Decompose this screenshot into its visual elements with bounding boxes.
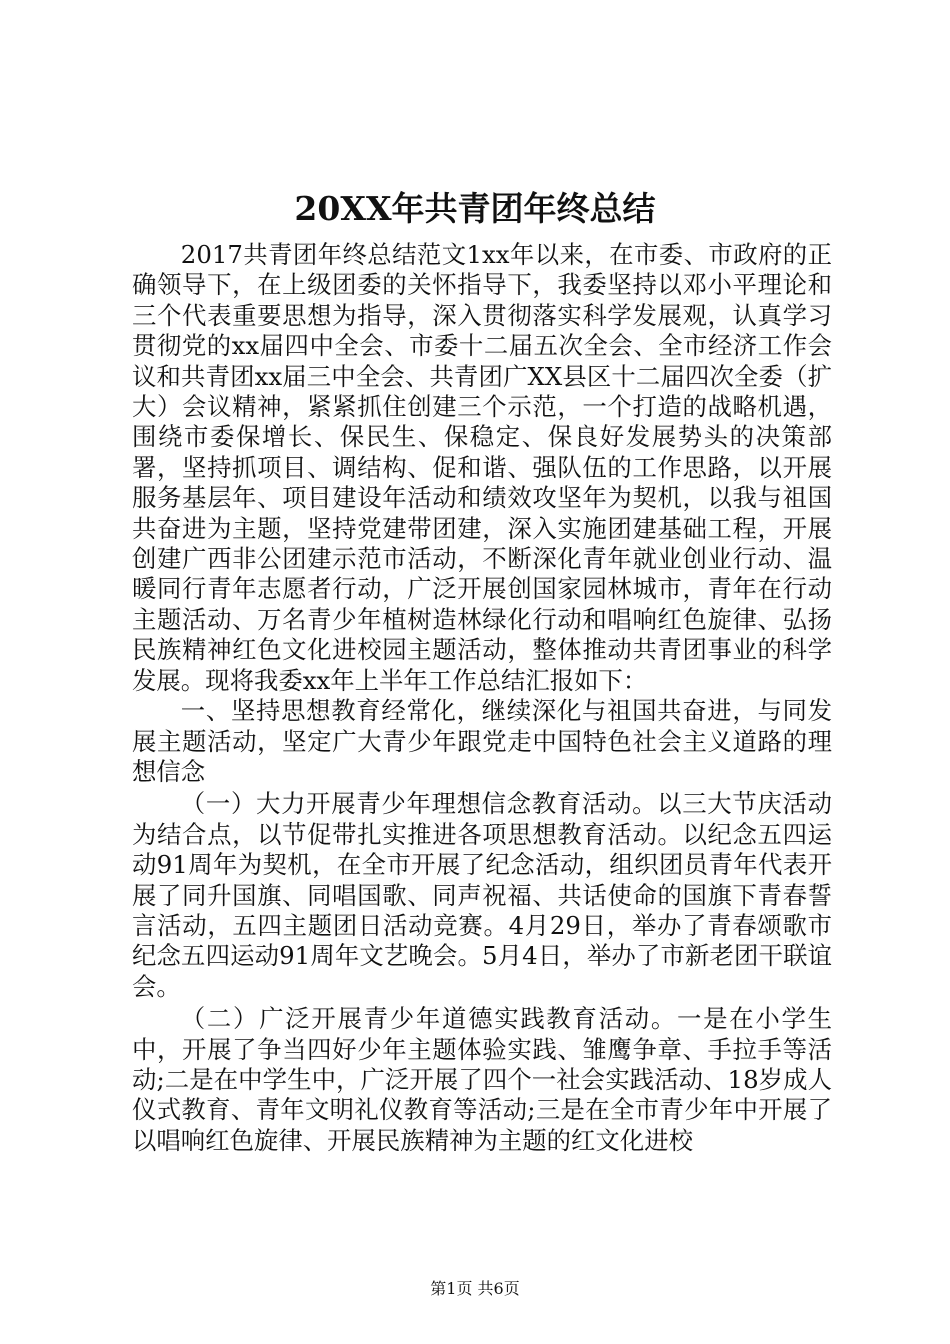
paragraph-subsection-two: （二）广泛开展青少年道德实践教育活动。一是在小学生中，开展了争当四好少年主题体验实践、雏鹰争章、手拉手等活动;二是在中学生中，广泛开展了四个一社会实践活动、18岁成人仪式教育、青年文明礼仪教育等活动;三是在全市青少年中开展了以唱响红色旋律、开展民族精神为主题的红文化进校: [132, 1004, 832, 1155]
paragraph-subsection-one: （一）大力开展青少年理想信念教育活动。以三大节庆活动为结合点，以节促带扎实推进各项思想教育活动。以纪念五四运动91周年为契机，在全市开展了纪念活动，组织团员青年代表开展了同升国旗、同唱国歌、同声祝福、共话使命的国旗下青春誓言活动，五四主题团日活动竞赛。4月29日，举办了青春颂歌市纪念五四运动91周年文艺晚会。5月4日，举办了市新老团干联谊会。: [132, 789, 832, 1001]
document-body: [132, 240, 832, 1156]
paragraph-intro: 2017共青团年终总结范文1xx年以来，在市委、市政府的正确领导下，在上级团委的关怀指导下，我委坚持以邓小平理论和三个代表重要思想为指导，深入贯彻落实科学发展观，认真学习贯彻党的xx届四中全会、市委十二届五次全会、全市经济工作会议和共青团xx届三中全会、共青团广XX县区十二届四次全委（扩大）会议精神，紧紧抓住创建三个示范，一个打造的战略机遇，围绕市委保增长、保民生、保稳定、保良好发展势头的决策部署，坚持抓项目、调结构、促和谐、强队伍的工作思路，以开展服务基层年、项目建设年活动和绩效攻坚年为契机，以我与祖国共奋进为主题，坚持党建带团建，深入实施团建基础工程，开展创建广西非公团建示范市活动，不断深化青年就业创业行动、温暖同行青年志愿者行动，广泛开展创国家园林城市，青年在行动主题活动、万名青少年植树造林绿化行动和唱响红色旋律、弘扬民族精神红色文化进校园主题活动，整体推动共青团事业的科学发展。现将我委xx年上半年工作总结汇报如下：: [132, 240, 832, 695]
document-title: 20XX年共青团年终总结: [294, 189, 656, 228]
page-footer: 第1页 共6页: [430, 1279, 520, 1298]
paragraph-section-one-heading: 一、坚持思想教育经常化，继续深化与祖国共奋进，与同发展主题活动，坚定广大青少年跟党走中国特色社会主义道路的理想信念: [132, 696, 832, 786]
